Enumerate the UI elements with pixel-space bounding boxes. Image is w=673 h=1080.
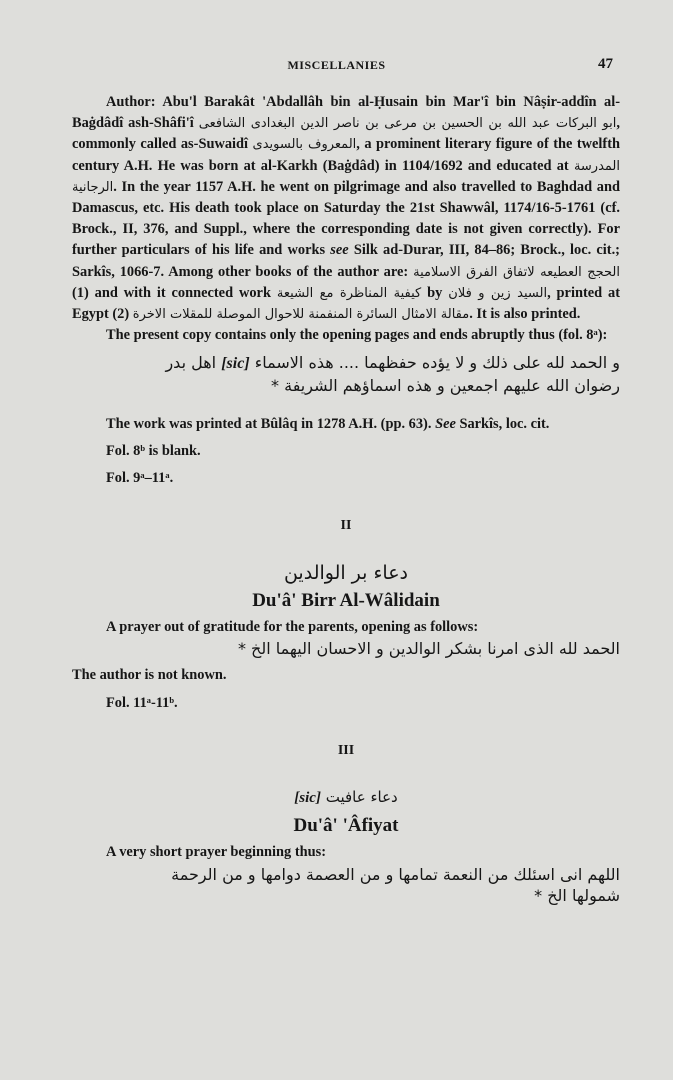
page-number: 47 bbox=[598, 56, 613, 72]
author-text-h: , printed at Egypt (2) bbox=[72, 284, 621, 323]
folio-range: Fol. 9ᵃ–11ᵃ. bbox=[106, 470, 174, 487]
running-title: MISCELLANIES bbox=[287, 58, 386, 72]
author-paragraph bbox=[72, 92, 620, 325]
section-desc-3: A very short prayer beginning thus: bbox=[106, 844, 327, 861]
printed-paragraph bbox=[72, 414, 620, 435]
author-text-b: , commonly called as-Suwaidî bbox=[72, 115, 620, 153]
section-title-2: Du'â' Birr Al-Wâlidain bbox=[252, 589, 440, 611]
printed-text-a: The work was printed at Bûlâq in 1278 A.H. (pp. 63). bbox=[106, 415, 432, 432]
section-numeral-2: II bbox=[340, 518, 352, 534]
section-arabic-title-3 bbox=[72, 787, 620, 809]
author-arabic-school: المدرسة الرجانية bbox=[72, 158, 620, 195]
arabic-quote-line-1 bbox=[72, 352, 620, 374]
section-folio-2: Fol. 11ᵃ-11ᵇ. bbox=[106, 694, 178, 711]
printed-text-b: Sarkîs, loc. cit. bbox=[459, 415, 550, 432]
page-header bbox=[0, 56, 673, 76]
author-unknown-note: The author is not known. bbox=[72, 667, 227, 684]
author-text-g: by bbox=[427, 284, 443, 301]
author-text-a: Author: Abu'l Barakât 'Abdallâh bin al-Ḥusain bin Mar'î bin Nâṣir-addîn al-Baġdâdî ash-Shâfi'î bbox=[72, 94, 620, 132]
quote-text-a: و الحمد لله على ذلك و لا يؤده حفظهما .... هذه الاسماء bbox=[254, 353, 620, 373]
author-arabic-names: السيد زين و فلان bbox=[448, 285, 548, 301]
author-arabic-book3: مقالة الامثال السائرة المنفمنة للاحوال الموصلة للمقلات الاخرة bbox=[132, 307, 470, 323]
section-quote-3-line-1: اللهم انى اسئلك من النعمة تمامها و من العصمة دوامها و من الرحمة bbox=[171, 864, 620, 884]
arabic-quote-line-2: رضوان الله عليهم اجمعين و هذه اسماؤهم الشريفة * bbox=[271, 375, 620, 395]
author-arabic-name: ابو البركات عبد الله بن الحسين بن مرعى بن ناصر الدين البغدادى الشافعى bbox=[198, 116, 617, 132]
author-text-d: . In the year 1157 A.H. he went on pilgrimage and also travelled to Baghdad and Damascus, etc. His death took place on Saturday the 21st Shawwâl, 1174/16-5-1761 (cf. Brock., II, 376, and Suppl., where the corresponding date is not given correctly). For further particulars of his life and works bbox=[72, 178, 620, 259]
author-text-c: , a prominent literary figure of the twelfth century A.H. He was born at al-Karkh (Baġdâd) in 1104/1692 and educated at bbox=[72, 136, 621, 174]
sic-mark-3: [sic] bbox=[294, 790, 321, 807]
sic-mark: [sic] bbox=[221, 355, 250, 373]
arabic-title-3-text: دعاء عافيت bbox=[325, 788, 398, 807]
copy-paragraph: The present copy contains only the opening pages and ends abruptly thus (fol. 8ᵃ): bbox=[106, 327, 608, 344]
author-arabic-book2: كيفية المناظرة مع الشيعة bbox=[276, 285, 422, 301]
section-desc-2: A prayer out of gratitude for the parents, opening as follows: bbox=[106, 619, 479, 636]
section-quote-2: الحمد لله الذى امرنا بشكر الوالدين و الاحسان اليهما الخ * bbox=[237, 639, 620, 659]
author-text-f: (1) and with it connected work bbox=[72, 284, 271, 301]
author-text-i: . It is also printed. bbox=[469, 306, 581, 323]
section-title-3: Du'â' 'Âfiyat bbox=[293, 815, 399, 837]
author-text-e: Silk ad-Durar, III, 84–86; Brock., loc. cit.; Sarkîs, 1066-7. Among other books of the author are: bbox=[72, 242, 620, 280]
page-body bbox=[72, 92, 620, 906]
author-arabic-book1: الحجج العطيعه لاتفاق الفرق الاسلامية bbox=[413, 264, 621, 280]
section-quote-3-line-2: شمولها الخ * bbox=[534, 885, 620, 905]
author-see: see bbox=[330, 242, 349, 259]
author-arabic-nisba: المعروف بالسويدى bbox=[252, 137, 357, 153]
quote-text-b: اهل بدر bbox=[165, 353, 217, 373]
folio-blank-note: Fol. 8ᵇ is blank. bbox=[106, 443, 201, 460]
section-arabic-title-2: دعاء بر الوالدين bbox=[283, 561, 409, 584]
section-numeral-3: III bbox=[337, 742, 355, 758]
printed-see: See bbox=[435, 415, 456, 432]
